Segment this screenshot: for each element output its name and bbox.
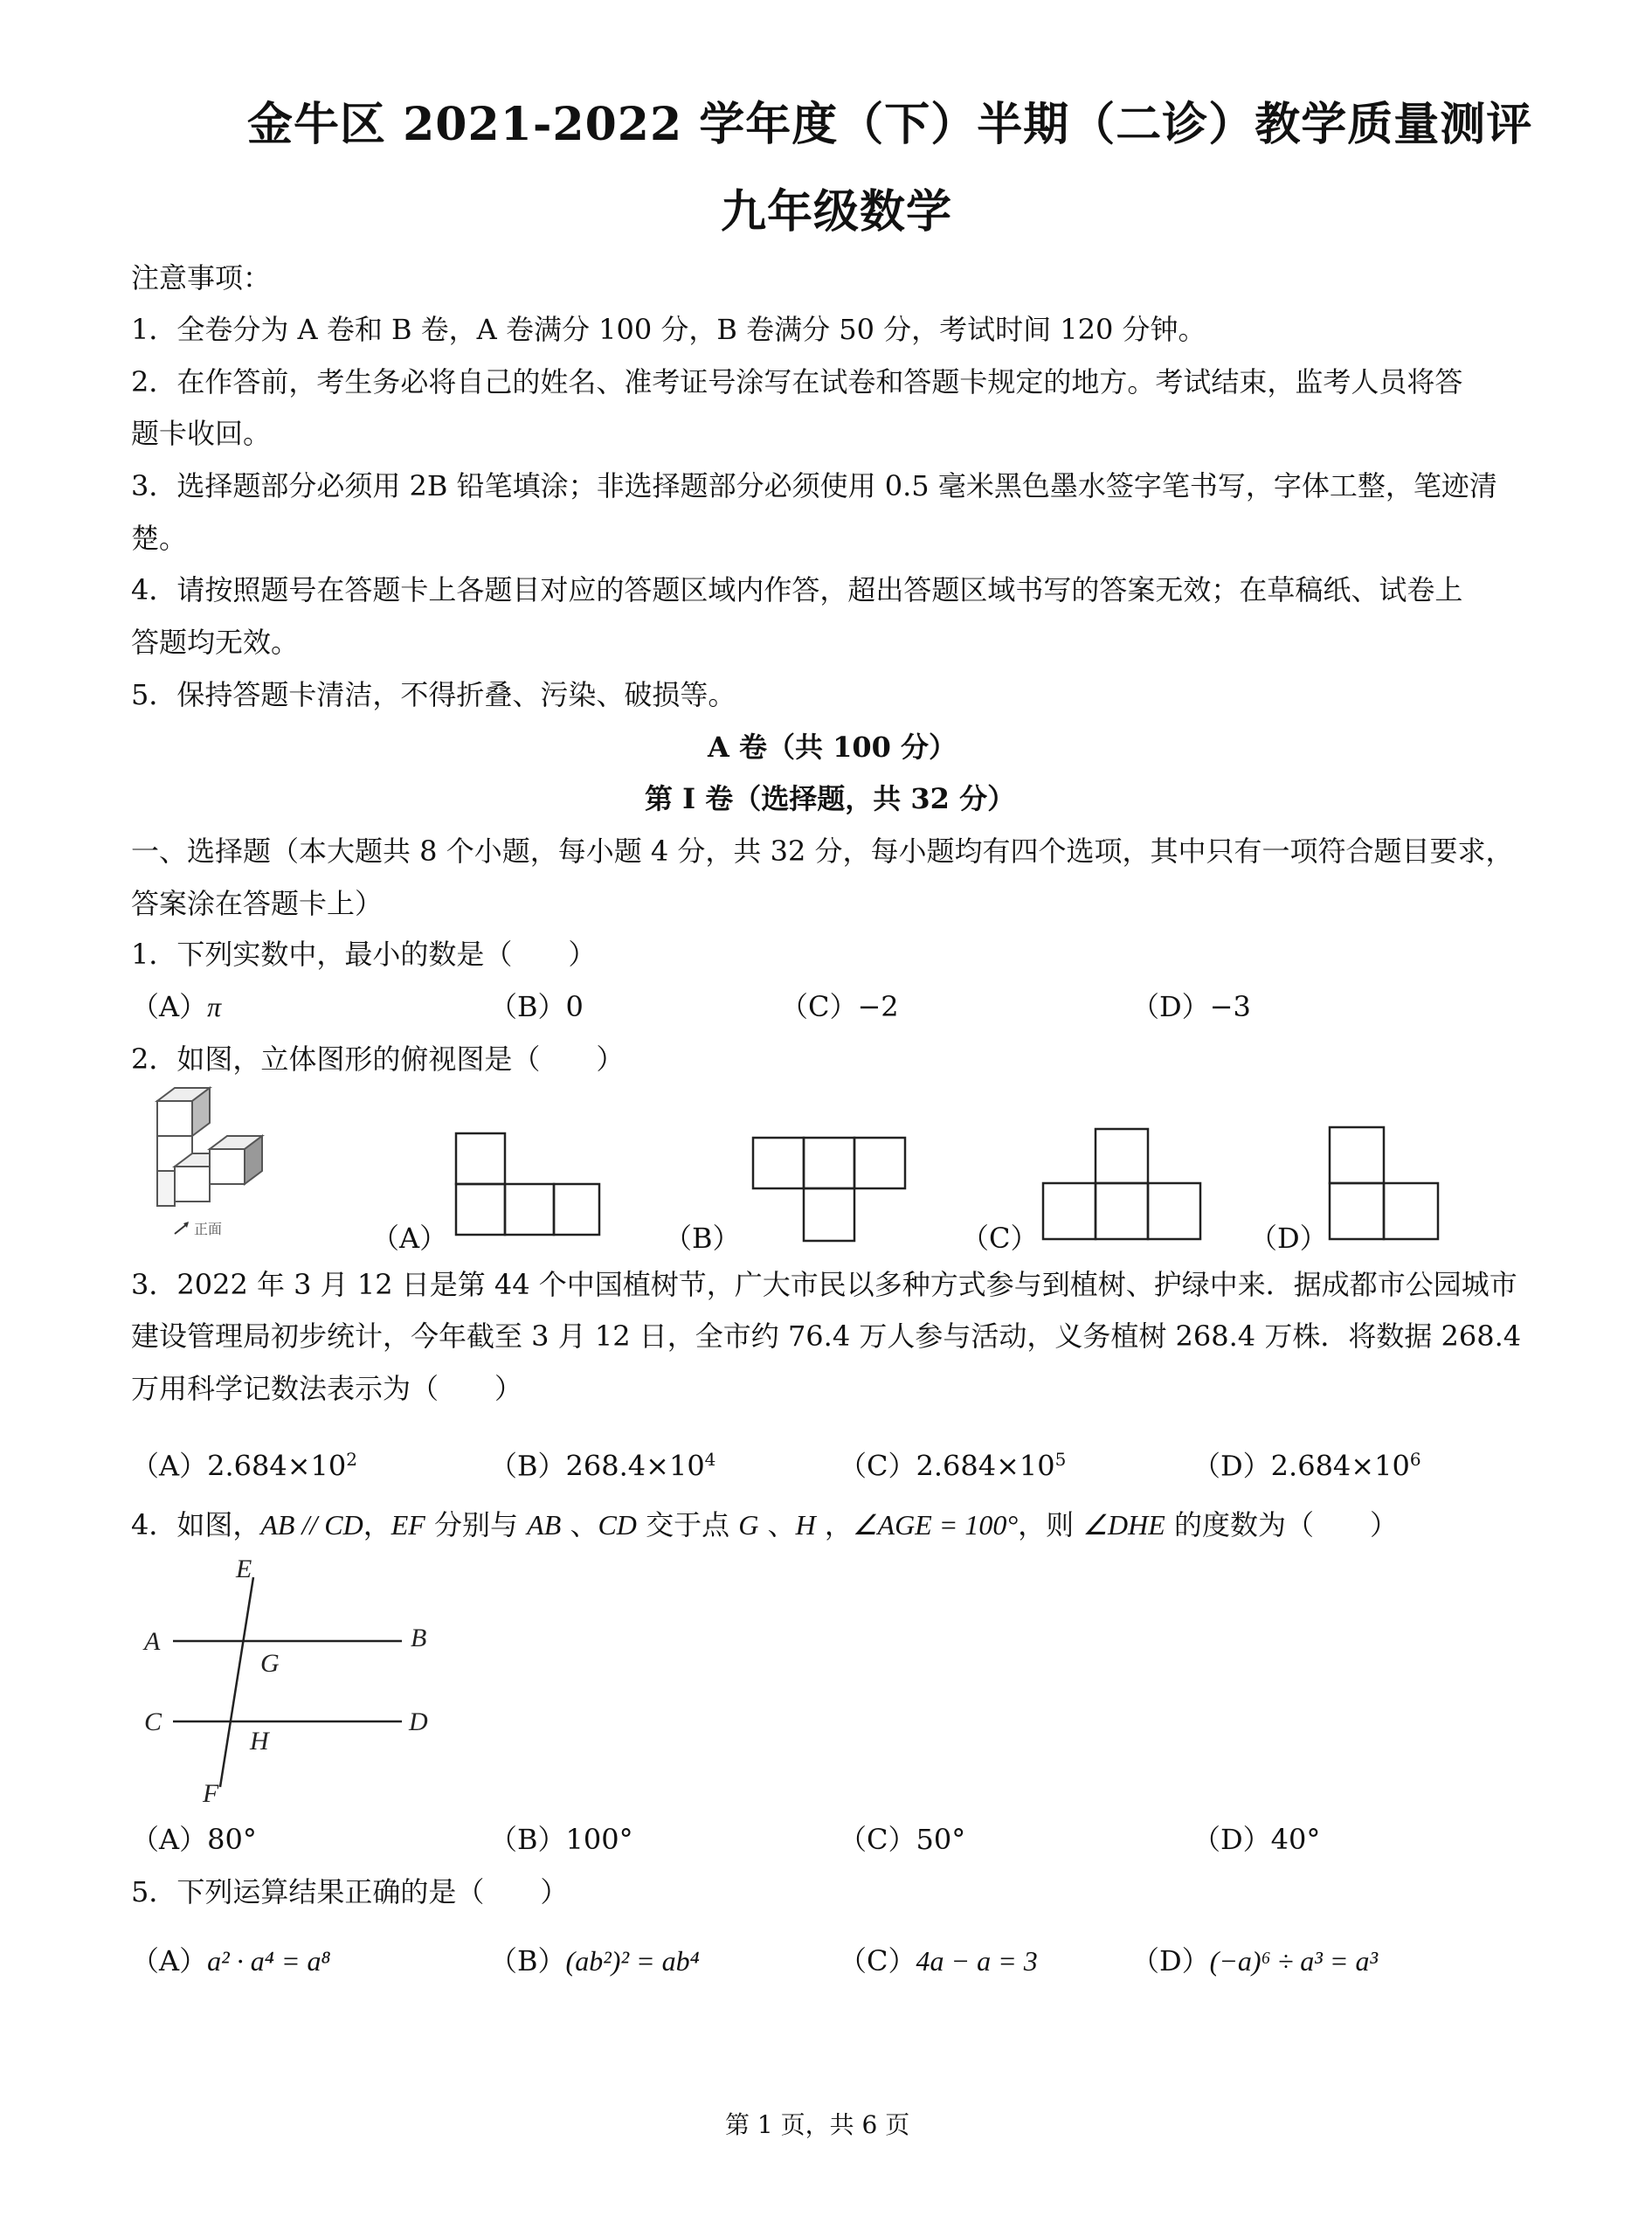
q3-option-d-label: （D） (1192, 1449, 1271, 1483)
label-h: H (250, 1727, 269, 1756)
q3-option-d-base: 2.684×10 (1270, 1449, 1410, 1483)
q3-option-d (1192, 1440, 1421, 1486)
q1-option-a-value: π (207, 991, 222, 1022)
label-a: A (144, 1627, 161, 1656)
q5-stem: 5．下列运算结果正确的是（ ） (131, 1875, 569, 1908)
q2-option-a-figure (454, 1132, 603, 1240)
notice-item: 2．在作答前，考生务必将自己的姓名、准考证号涂写在试卷和答题卡规定的地方。考试结束，监考人员将答 (131, 365, 1463, 398)
q1-option-c: （C）−2 (780, 990, 899, 1023)
q3-option-c-exp: 5 (1054, 1449, 1067, 1470)
q4-stem-math: G (738, 1509, 759, 1541)
q2-solid-figure (140, 1084, 315, 1241)
q4-stem-math: AB (527, 1509, 562, 1541)
label-g: G (260, 1649, 280, 1678)
q2-front-label: 正面 (194, 1221, 223, 1237)
notice-item: 4．请按照题号在答题卡上各题目对应的答题区域内作答，超出答题区域书写的答案无效；在草稿纸、试卷上 (131, 573, 1463, 606)
q4-stem-math: ∠AGE = 100° (852, 1509, 1019, 1541)
section-instructions: 一、选择题（本大题共 8 个小题，每小题 4 分，共 32 分，每小题均有四个选项，其中只有一项符合题目要求， (131, 835, 1514, 868)
notice-item: 题卡收回。 (131, 417, 272, 450)
q4-stem-math: ∠DHE (1082, 1509, 1165, 1541)
notice-item: 答题均无效。 (131, 626, 300, 659)
q3-text: 3．2022 年 3 月 12 日是第 44 个中国植树节，广大市民以多种方式参与到植树、护绿中来．据成都市公园城市 (131, 1268, 1517, 1301)
q5-option-a (131, 1942, 331, 1980)
q4-stem-math: AB // CD (260, 1509, 363, 1541)
q4-option-b: （B）100° (489, 1823, 633, 1856)
q4-stem-text: ， (363, 1508, 391, 1541)
q4-stem (131, 1506, 1398, 1544)
page-footer: 第 1 页，共 6 页 (725, 2110, 910, 2139)
exam-title: 金牛区 2021-2022 学年度（下）半期（二诊）教学质量测评 (247, 98, 1533, 151)
q3-option-b-exp: 4 (704, 1449, 716, 1470)
q2-stem: 2．如图，立体图形的俯视图是（ ） (131, 1042, 625, 1076)
exam-subtitle: 九年级数学 (721, 185, 953, 239)
q5-option-b-expr: (ab²)² = ab⁴ (565, 1945, 700, 1977)
q5-option-c-label: （C） (839, 1944, 916, 1977)
q3-option-a-label: （A） (131, 1449, 208, 1483)
q3-option-a (131, 1440, 357, 1486)
notice-item: 5．保持答题卡清洁，不得折叠、污染、破损等。 (131, 678, 736, 711)
q4-stem-math: CD (598, 1509, 637, 1541)
q3-text: 万用科学记数法表示为（ ） (131, 1372, 523, 1405)
q5-option-a-expr: a² · a⁴ = a⁸ (207, 1945, 331, 1977)
q4-stem-text: 分别与 (425, 1508, 528, 1541)
q3-option-c-base: 2.684×10 (916, 1449, 1055, 1483)
q1-option-d: （D）−3 (1131, 990, 1251, 1023)
q2-option-c-label: （C） (961, 1222, 1039, 1255)
q2-option-b-label: （B） (664, 1222, 741, 1255)
q4-stem-text: ，则 (1018, 1508, 1083, 1541)
q3-option-c-label: （C） (839, 1449, 916, 1483)
q5-option-b-label: （B） (489, 1944, 566, 1977)
label-e: E (236, 1555, 252, 1583)
q4-stem-math: EF (391, 1509, 425, 1541)
q3-text: 建设管理局初步统计，今年截至 3 月 12 日，全市约 76.4 万人参与活动，义务植树 268.4 万株．将数据 268.4 (131, 1319, 1522, 1353)
q1-option-a (131, 987, 221, 1026)
notice-heading: 注意事项： (131, 261, 272, 294)
q5-option-b (489, 1942, 700, 1980)
q1-option-a-label: （A） (131, 990, 208, 1023)
q3-option-c (839, 1440, 1066, 1486)
q3-option-b-base: 268.4×10 (565, 1449, 705, 1483)
q4-option-c: （C）50° (839, 1823, 966, 1856)
label-b: B (411, 1624, 427, 1652)
q5-option-a-label: （A） (131, 1944, 208, 1977)
q1-option-b: （B）0 (489, 990, 584, 1023)
q4-option-a: （A）80° (131, 1823, 257, 1856)
q4-stem-text: 、 (758, 1508, 796, 1541)
notice-item: 1．全卷分为 A 卷和 B 卷，A 卷满分 100 分，B 卷满分 50 分，考试时间 120 分钟。 (131, 313, 1206, 346)
q2-option-c-figure (1040, 1127, 1206, 1243)
label-f: F (203, 1779, 219, 1808)
q5-option-d-expr: (−a)⁶ ÷ a³ = a³ (1209, 1945, 1379, 1977)
q3-option-b-label: （B） (489, 1449, 566, 1483)
q4-parallel-lines-figure (131, 1555, 446, 1809)
section-instructions: 答案涂在答题卡上） (131, 887, 384, 920)
q4-stem-text: ， (815, 1508, 853, 1541)
section-a-title: A 卷（共 100 分） (708, 731, 957, 764)
q4-stem-text: 、 (561, 1508, 598, 1541)
part1-title: 第 I 卷（选择题，共 32 分） (645, 782, 1016, 815)
q5-option-c-expr: 4a − a = 3 (916, 1945, 1038, 1977)
q2-option-a-label: （A） (371, 1222, 448, 1255)
q3-option-a-exp: 2 (346, 1449, 357, 1470)
q3-option-a-base: 2.684×10 (207, 1449, 347, 1483)
q1-stem: 1．下列实数中，最小的数是（ ） (131, 938, 597, 971)
q5-option-d-label: （D） (1131, 1944, 1210, 1977)
q4-stem-text: 的度数为（ ） (1165, 1508, 1398, 1541)
q4-stem-math: H (795, 1509, 816, 1541)
q2-option-d-figure (1328, 1125, 1441, 1243)
q2-option-d-label: （D） (1249, 1222, 1328, 1255)
q3-option-b (489, 1440, 715, 1486)
q4-stem-text: 交于点 (636, 1508, 739, 1541)
q3-option-d-exp: 6 (1409, 1449, 1421, 1470)
label-c: C (144, 1707, 162, 1736)
q4-stem-text: 4．如图， (131, 1508, 261, 1541)
q4-option-d: （D）40° (1192, 1823, 1321, 1856)
notice-item: 楚。 (131, 522, 188, 555)
notice-item: 3．选择题部分必须用 2B 铅笔填涂；非选择题部分必须使用 0.5 毫米黑色墨水签字笔书写，字体工整，笔迹清 (131, 469, 1497, 502)
q5-option-c (839, 1942, 1038, 1980)
q2-option-b-figure (751, 1136, 909, 1244)
label-d: D (409, 1707, 428, 1736)
q5-option-d (1131, 1942, 1378, 1980)
